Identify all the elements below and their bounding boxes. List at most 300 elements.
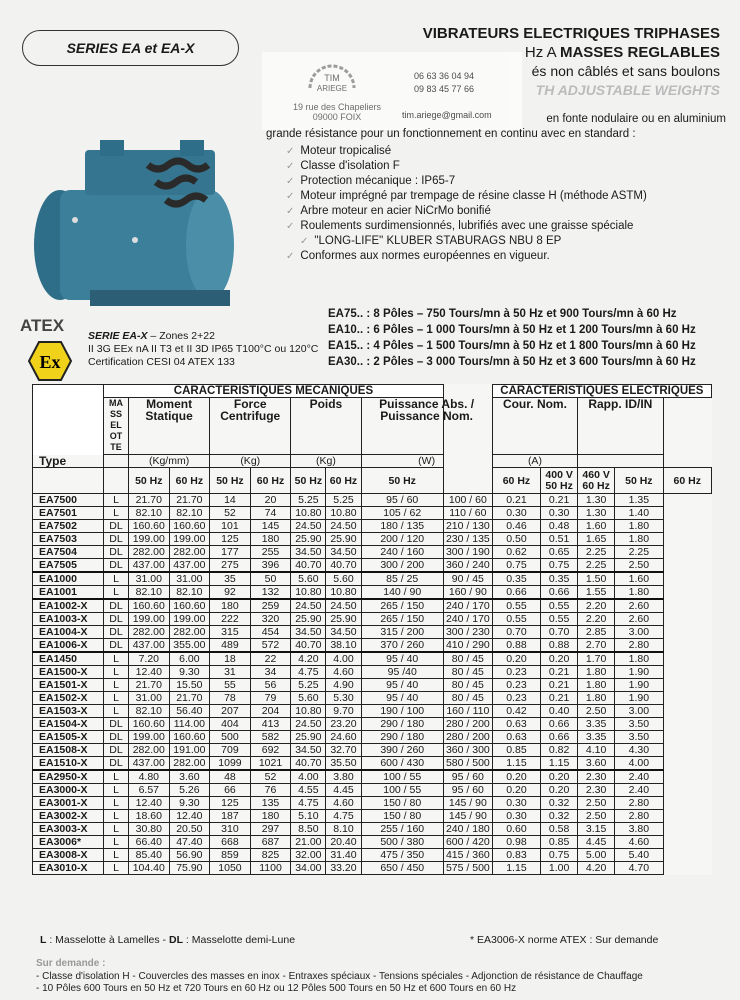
table-cell: 437.00	[169, 559, 210, 573]
table-cell: 572	[250, 639, 291, 653]
table-cell: 20.50	[169, 823, 210, 836]
list-item: ✓ Moteur imprégné par trempage de résine classe H (méthode ASTM)	[286, 189, 726, 204]
table-cell: L	[104, 862, 129, 875]
intro-line1: en fonte nodulaire ou en aluminium	[546, 113, 726, 125]
table-cell: 4.60	[615, 836, 663, 849]
list-item: ✓ Protection mécanique : IP65-7	[286, 174, 726, 189]
table-cell: 282.00	[129, 546, 170, 559]
table-cell: 2.80	[615, 639, 663, 653]
table-cell: 370 / 260	[361, 639, 443, 653]
table-cell: 82.10	[129, 586, 170, 600]
table-cell: 2.70	[578, 639, 615, 653]
gear-logo-icon	[302, 58, 362, 98]
table-cell: 207	[210, 705, 251, 718]
table-cell: 2.40	[615, 770, 663, 784]
hz50-rapport: 50 Hz	[615, 468, 663, 494]
table-cell: 9.30	[169, 797, 210, 810]
table-cell: 25.90	[291, 731, 326, 744]
table-cell: 104.40	[129, 862, 170, 875]
table-cell: 160 / 90	[443, 586, 492, 600]
table-cell: 12.40	[129, 666, 170, 679]
table-cell: 9.30	[169, 666, 210, 679]
list-item: ✓ Arbre moteur en acier NiCrMo bonifié	[286, 204, 726, 219]
table-cell: L	[104, 797, 129, 810]
table-cell: 160.60	[169, 520, 210, 533]
table-cell: 0.21	[541, 692, 578, 705]
table-cell: 160 / 110	[443, 705, 492, 718]
table-cell: 2.30	[578, 770, 615, 784]
table-cell: 1.30	[578, 494, 615, 507]
table-cell: 0.35	[541, 572, 578, 586]
table-cell: 1.55	[578, 586, 615, 600]
cell-type: EA1001	[33, 586, 104, 600]
table-cell: 0.30	[492, 797, 540, 810]
table-cell: 140 / 90	[361, 586, 443, 600]
table-cell: 0.42	[492, 705, 540, 718]
table-cell: DL	[104, 599, 129, 613]
table-cell: 85.40	[129, 849, 170, 862]
table-cell: 2.60	[615, 613, 663, 626]
table-cell: 2.25	[578, 559, 615, 573]
feature-list	[266, 144, 726, 264]
table-cell: DL	[104, 613, 129, 626]
table-cell: 0.70	[541, 626, 578, 639]
table-row	[33, 546, 712, 559]
table-row	[33, 797, 712, 810]
table-cell: L	[104, 494, 129, 507]
table-cell: 0.63	[492, 718, 540, 731]
table-cell: DL	[104, 639, 129, 653]
table-cell: 580 / 500	[443, 757, 492, 771]
table-cell: 1021	[250, 757, 291, 771]
table-cell: 300 / 230	[443, 626, 492, 639]
spec-table	[32, 384, 712, 875]
table-row	[33, 613, 712, 626]
table-row	[33, 731, 712, 744]
table-cell: 240 / 170	[443, 599, 492, 613]
cell-type: EA1004-X	[33, 626, 104, 639]
table-cell: 2.80	[615, 810, 663, 823]
table-cell: 282.00	[129, 744, 170, 757]
cell-type: EA1503-X	[33, 705, 104, 718]
table-cell: 21.70	[129, 679, 170, 692]
table-cell: 191.00	[169, 744, 210, 757]
table-cell: 40.70	[291, 757, 326, 771]
atex-line2: II 3G EEx nA II T3 et II 3D IP65 T100°C ou 120°C	[88, 343, 319, 355]
table-cell: 34.50	[326, 626, 361, 639]
table-cell: 100 / 55	[361, 770, 443, 784]
poles-ea75: EA75.. : 8 Pôles – 750 Tours/mn à 50 Hz et 900 Tours/mn à 60 Hz	[328, 308, 677, 320]
table-cell: 1.80	[615, 520, 663, 533]
table-cell: L	[104, 823, 129, 836]
table-cell: 82.10	[169, 507, 210, 520]
table-cell: 230 / 135	[443, 533, 492, 546]
table-cell: 56.40	[169, 705, 210, 718]
table-cell: 1100	[250, 862, 291, 875]
table-cell: 110 / 60	[443, 507, 492, 520]
table-cell: 0.58	[541, 823, 578, 836]
table-cell: 692	[250, 744, 291, 757]
table-cell: 0.85	[541, 836, 578, 849]
table-cell: 95 / 60	[443, 784, 492, 797]
list-item: ✓ Roulements surdimensionnés, lubrifiés avec une graisse spéciale	[286, 219, 726, 234]
atex-details	[88, 330, 318, 369]
table-cell: 180	[250, 810, 291, 823]
table-cell: DL	[104, 546, 129, 559]
vibrator-motor-image	[30, 120, 258, 315]
table-cell: 0.20	[492, 784, 540, 797]
table-cell: 150 / 80	[361, 797, 443, 810]
poles-ea15: EA15.. : 4 Pôles – 1 500 Tours/mn à 50 Hz et 1 800 Tours/mn à 60 Hz	[328, 340, 696, 352]
table-cell: 0.63	[492, 731, 540, 744]
col-moment: Moment Statique	[129, 398, 210, 455]
table-cell: 315 / 200	[361, 626, 443, 639]
table-row	[33, 652, 712, 666]
hz50-puissance: 50 Hz	[361, 468, 443, 494]
cell-type: EA3010-X	[33, 862, 104, 875]
table-cell: 300 / 190	[443, 546, 492, 559]
legend: L : Masselotte à Lamelles - DL : Masselotte demi-Lune	[40, 934, 296, 946]
table-cell: 20.40	[326, 836, 361, 849]
table-cell: 114.00	[169, 718, 210, 731]
table-cell: 415 / 360	[443, 849, 492, 862]
table-cell: 82.10	[169, 586, 210, 600]
table-cell: 145	[250, 520, 291, 533]
table-cell: 2.85	[578, 626, 615, 639]
table-cell: 24.50	[291, 599, 326, 613]
table-cell: 437.00	[129, 757, 170, 771]
table-row	[33, 862, 712, 875]
table-cell: 0.75	[541, 559, 578, 573]
table-cell: 1.90	[615, 692, 663, 705]
table-cell: 668	[210, 836, 251, 849]
table-cell: 0.20	[541, 770, 578, 784]
table-cell: L	[104, 784, 129, 797]
table-cell: 360 / 240	[443, 559, 492, 573]
hz50-moment: 50 Hz	[129, 468, 170, 494]
table-cell: 0.55	[492, 613, 540, 626]
table-cell: 0.88	[492, 639, 540, 653]
table-cell: 0.23	[492, 666, 540, 679]
table-cell: 0.66	[492, 586, 540, 600]
table-cell: 76	[250, 784, 291, 797]
table-cell: 4.70	[615, 862, 663, 875]
table-cell: 5.25	[326, 494, 361, 507]
table-cell: 0.55	[541, 599, 578, 613]
table-cell: 2.25	[615, 546, 663, 559]
table-cell: 1.90	[615, 666, 663, 679]
table-cell: 1099	[210, 757, 251, 771]
table-cell: 650 / 450	[361, 862, 443, 875]
table-cell: 34.00	[291, 862, 326, 875]
table-cell: 95 / 40	[361, 692, 443, 705]
atex-title: ATEX	[20, 316, 65, 335]
table-cell: 0.20	[541, 784, 578, 797]
table-cell: 75.90	[169, 862, 210, 875]
cell-type: EA7503	[33, 533, 104, 546]
table-cell: 7.20	[129, 652, 170, 666]
intro-line2: grande résistance pour un fonctionnement en continu avec en standard :	[266, 128, 636, 140]
table-cell: 0.20	[492, 652, 540, 666]
table-cell: 0.98	[492, 836, 540, 849]
table-cell: 0.55	[541, 613, 578, 626]
table-row	[33, 679, 712, 692]
table-cell: 4.20	[578, 862, 615, 875]
table-cell: 390 / 260	[361, 744, 443, 757]
atex-line3: Certification CESI 04 ATEX 133	[88, 356, 235, 368]
table-cell: 32.00	[291, 849, 326, 862]
table-cell: 4.10	[578, 744, 615, 757]
table-cell: 240 / 160	[361, 546, 443, 559]
table-cell: 3.00	[615, 705, 663, 718]
table-cell: L	[104, 810, 129, 823]
table-cell: DL	[104, 559, 129, 573]
table-cell: 38.10	[326, 639, 361, 653]
table-cell: 0.30	[541, 507, 578, 520]
table-cell: 320	[250, 613, 291, 626]
hz50-force: 50 Hz	[210, 468, 251, 494]
table-cell: 0.70	[492, 626, 540, 639]
spec-table-body	[33, 494, 712, 875]
table-cell: 0.83	[492, 849, 540, 862]
table-cell: 437.00	[129, 559, 170, 573]
table-cell: 199.00	[129, 731, 170, 744]
title-line1: VIBRATEURS ELECTRIQUES TRIPHASES	[422, 25, 720, 42]
table-cell: 0.21	[492, 494, 540, 507]
table-cell: 600 / 420	[443, 836, 492, 849]
table-cell: 15.50	[169, 679, 210, 692]
table-cell: 0.50	[492, 533, 540, 546]
table-row	[33, 586, 712, 600]
table-cell: 500 / 380	[361, 836, 443, 849]
table-cell: DL	[104, 520, 129, 533]
table-cell: 2.50	[578, 810, 615, 823]
table-row	[33, 810, 712, 823]
table-cell: L	[104, 836, 129, 849]
table-row	[33, 823, 712, 836]
table-cell: 3.50	[615, 731, 663, 744]
table-cell: L	[104, 849, 129, 862]
table-cell: 12.40	[129, 797, 170, 810]
cell-type: EA1450	[33, 652, 104, 666]
cell-type: EA7505	[33, 559, 104, 573]
table-cell: 24.50	[326, 520, 361, 533]
table-cell: 0.21	[541, 494, 578, 507]
cell-type: EA1505-X	[33, 731, 104, 744]
table-cell: 475 / 350	[361, 849, 443, 862]
cell-type: EA3006*	[33, 836, 104, 849]
table-cell: 31.00	[129, 692, 170, 705]
table-cell: 31.00	[169, 572, 210, 586]
table-cell: 1.80	[578, 679, 615, 692]
table-cell: 0.40	[541, 705, 578, 718]
table-cell: 600 / 430	[361, 757, 443, 771]
table-cell: 2.60	[615, 599, 663, 613]
table-cell: 0.66	[541, 731, 578, 744]
table-cell: 1.15	[492, 757, 540, 771]
table-cell: 25.90	[291, 533, 326, 546]
table-cell: 4.60	[326, 666, 361, 679]
table-cell: 135	[250, 797, 291, 810]
col-courant: Cour. Nom.	[492, 398, 577, 455]
cell-type: EA1003-X	[33, 613, 104, 626]
table-cell: 0.82	[541, 744, 578, 757]
table-row	[33, 770, 712, 784]
table-cell: 3.80	[326, 770, 361, 784]
table-row	[33, 718, 712, 731]
table-cell: 859	[210, 849, 251, 862]
table-cell: 95 / 60	[443, 770, 492, 784]
table-cell: 1.70	[578, 652, 615, 666]
table-cell: 0.66	[541, 718, 578, 731]
table-cell: 5.25	[291, 679, 326, 692]
table-cell: 35	[210, 572, 251, 586]
table-cell: 315	[210, 626, 251, 639]
table-cell: 500	[210, 731, 251, 744]
table-cell: DL	[104, 626, 129, 639]
table-cell: 145 / 90	[443, 797, 492, 810]
cell-type: EA7501	[33, 507, 104, 520]
table-cell: 360 / 300	[443, 744, 492, 757]
col-puissance: Puissance Abs. / Puissance Nom.	[361, 398, 492, 455]
table-cell: 95 /40	[361, 666, 443, 679]
table-row	[33, 744, 712, 757]
table-cell: 101	[210, 520, 251, 533]
stamp-brand-line1: TIM	[324, 73, 340, 83]
table-cell: 280 / 200	[443, 718, 492, 731]
table-cell: 95 / 40	[361, 679, 443, 692]
table-cell: 0.66	[541, 586, 578, 600]
table-cell: 4.75	[291, 797, 326, 810]
table-cell: 92	[210, 586, 251, 600]
unit-courant: (A)	[492, 455, 577, 468]
table-cell: 2.50	[578, 705, 615, 718]
list-item: ✓ Moteur tropicalisé	[286, 144, 726, 159]
table-cell: 3.35	[578, 731, 615, 744]
table-cell: 0.23	[492, 692, 540, 705]
table-cell: 80 / 45	[443, 679, 492, 692]
table-cell: 31	[210, 666, 251, 679]
table-cell: 1.80	[615, 652, 663, 666]
table-cell: L	[104, 652, 129, 666]
table-cell: 5.26	[169, 784, 210, 797]
table-cell: 0.85	[492, 744, 540, 757]
table-cell: 50	[250, 572, 291, 586]
table-cell: 5.60	[291, 572, 326, 586]
ex-logo-text: Ex	[39, 352, 61, 372]
table-cell: 4.30	[615, 744, 663, 757]
intro-text	[266, 112, 726, 264]
table-cell: 2.40	[615, 784, 663, 797]
table-cell: 6.00	[169, 652, 210, 666]
table-cell: 4.75	[291, 666, 326, 679]
table-cell: 709	[210, 744, 251, 757]
table-cell: 4.75	[326, 810, 361, 823]
table-cell: 8.10	[326, 823, 361, 836]
atex-series: SERIE EA-X	[88, 330, 148, 342]
table-cell: 575 / 500	[443, 862, 492, 875]
table-row	[33, 520, 712, 533]
table-cell: 35.50	[326, 757, 361, 771]
table-cell: 0.88	[541, 639, 578, 653]
table-cell: 687	[250, 836, 291, 849]
table-cell: 24.60	[326, 731, 361, 744]
table-cell: 0.30	[492, 810, 540, 823]
table-cell: 210 / 130	[443, 520, 492, 533]
table-cell: 0.32	[541, 810, 578, 823]
table-cell: 2.50	[615, 559, 663, 573]
hz60-rapport: 60 Hz	[663, 468, 711, 494]
table-cell: 80 / 45	[443, 692, 492, 705]
table-cell: 2.25	[578, 546, 615, 559]
table-cell: 180	[210, 599, 251, 613]
table-cell: 14	[210, 494, 251, 507]
table-cell: 160.60	[169, 599, 210, 613]
table-cell: 0.75	[541, 849, 578, 862]
table-cell: 0.21	[541, 679, 578, 692]
table-cell: 47.40	[169, 836, 210, 849]
v400-courant: 400 V 50 Hz	[541, 468, 578, 494]
table-cell: L	[104, 572, 129, 586]
table-cell: 0.48	[541, 520, 578, 533]
table-cell: 9.70	[326, 705, 361, 718]
table-cell: 56	[250, 679, 291, 692]
table-cell: 310	[210, 823, 251, 836]
table-row	[33, 507, 712, 520]
unit-poids: (Kg)	[291, 455, 361, 468]
table-cell: 5.25	[291, 494, 326, 507]
table-cell: 1.30	[578, 507, 615, 520]
table-cell: 32.70	[326, 744, 361, 757]
table-cell: 190 / 100	[361, 705, 443, 718]
table-cell: 1.15	[492, 862, 540, 875]
table-cell: 4.60	[326, 797, 361, 810]
table-row	[33, 666, 712, 679]
table-cell: 280 / 200	[443, 731, 492, 744]
hz60-moment: 60 Hz	[169, 468, 210, 494]
table-cell: 222	[210, 613, 251, 626]
table-cell: 2.20	[578, 599, 615, 613]
table-cell: 18.60	[129, 810, 170, 823]
table-cell: 160.60	[129, 599, 170, 613]
table-cell: 1.80	[578, 666, 615, 679]
table-cell: 5.30	[326, 692, 361, 705]
unit-force: (Kg)	[210, 455, 291, 468]
table-cell: 4.45	[326, 784, 361, 797]
stamp-brand-line2: ARIEGE	[316, 84, 348, 93]
table-cell: 3.60	[578, 757, 615, 771]
group-electrical: CARACTERISTIQUES ELECTRIQUES	[492, 385, 711, 398]
table-row	[33, 692, 712, 705]
table-cell: 3.35	[578, 718, 615, 731]
table-cell: 25.90	[291, 613, 326, 626]
v460-courant: 460 V 60 Hz	[578, 468, 615, 494]
title-line4: TH ADJUSTABLE WEIGHTS	[535, 82, 720, 98]
table-cell: 24.50	[326, 599, 361, 613]
group-mechanical: CARACTERISTIQUES MECANIQUES	[104, 385, 444, 398]
table-cell: 1.15	[541, 757, 578, 771]
col-force: Force Centrifuge	[210, 398, 291, 455]
table-cell: 40.70	[291, 639, 326, 653]
table-cell: 24.50	[291, 718, 326, 731]
table-cell: 1.60	[578, 520, 615, 533]
table-cell: L	[104, 586, 129, 600]
table-cell: 160.60	[129, 718, 170, 731]
atex-note: * EA3006-X norme ATEX : Sur demande	[470, 934, 659, 946]
type-label: Type	[33, 455, 104, 468]
table-cell: 3.00	[615, 626, 663, 639]
hz60-force: 60 Hz	[250, 468, 291, 494]
